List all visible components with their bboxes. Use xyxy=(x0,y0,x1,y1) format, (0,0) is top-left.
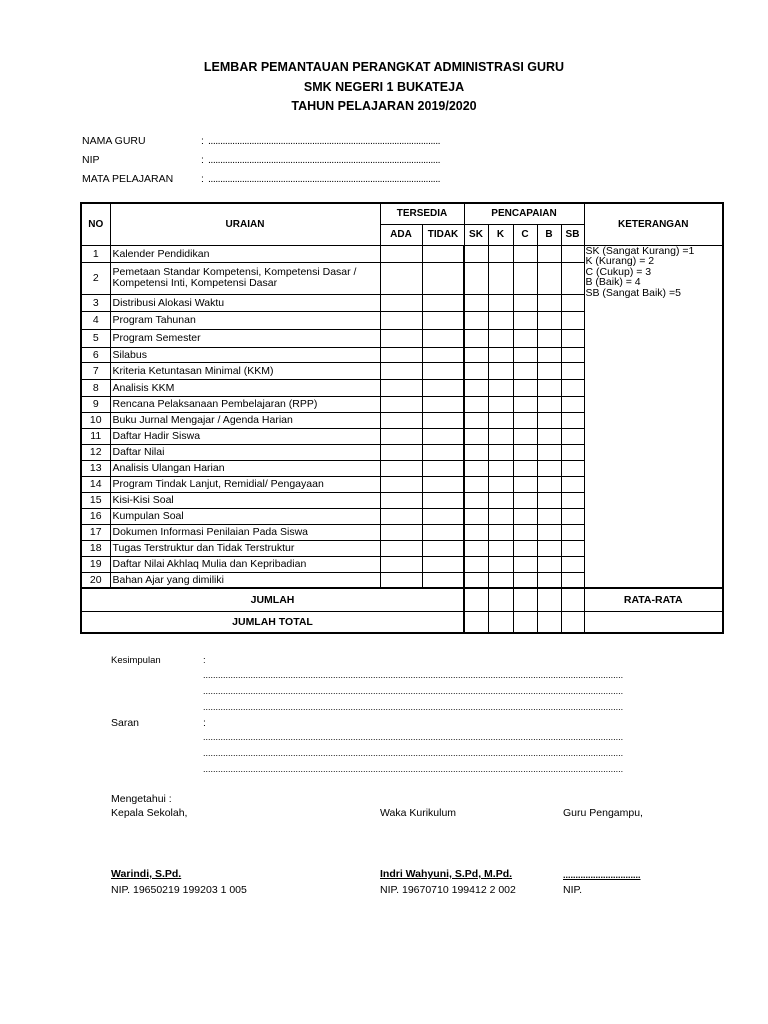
tidak-cell[interactable] xyxy=(422,572,464,588)
sb-cell[interactable] xyxy=(561,379,584,396)
tidak-cell[interactable] xyxy=(422,540,464,556)
header-keterangan: KETERANGAN xyxy=(584,203,723,245)
rata-rata-value-cell[interactable] xyxy=(584,611,723,633)
nip-field[interactable]: ................................................................................................ xyxy=(208,154,441,166)
row-number: 12 xyxy=(81,444,110,460)
ada-cell[interactable] xyxy=(380,476,422,492)
b-cell[interactable] xyxy=(537,524,561,540)
b-cell[interactable] xyxy=(537,262,561,294)
nip-label: NIP xyxy=(82,154,100,166)
k-cell[interactable] xyxy=(488,444,513,460)
saran-label: Saran xyxy=(111,717,140,729)
rata-rata-label: RATA-RATA xyxy=(584,588,723,611)
sb-cell[interactable] xyxy=(561,428,584,444)
sk-cell[interactable] xyxy=(464,294,488,311)
ada-cell[interactable] xyxy=(380,428,422,444)
saran-line-3[interactable]: ........................................................................................................................................................................ xyxy=(203,764,624,774)
b-cell[interactable] xyxy=(537,294,561,311)
row-uraian: Rencana Pelaksanaan Pembelajaran (RPP) xyxy=(110,396,380,412)
b-cell[interactable] xyxy=(537,572,561,588)
sk-cell[interactable] xyxy=(464,508,488,524)
school-name: SMK NEGERI 1 BUKATEJA xyxy=(303,80,465,94)
c-cell[interactable] xyxy=(513,540,537,556)
row-number: 13 xyxy=(81,460,110,476)
row-uraian: Program Semester xyxy=(110,329,380,347)
keterangan-line: SB (Sangat Baik) =5 xyxy=(585,286,681,299)
k-cell[interactable] xyxy=(488,524,513,540)
tidak-cell[interactable] xyxy=(422,492,464,508)
total-sk-cell[interactable] xyxy=(464,611,488,633)
c-cell[interactable] xyxy=(513,508,537,524)
ada-cell[interactable] xyxy=(380,460,422,476)
row-number: 9 xyxy=(81,396,110,412)
sb-cell[interactable] xyxy=(561,492,584,508)
guru-pengampu-name: ............................... xyxy=(563,870,641,880)
ada-cell[interactable] xyxy=(380,347,422,362)
ada-cell[interactable] xyxy=(380,508,422,524)
c-cell[interactable] xyxy=(513,294,537,311)
jumlah-row xyxy=(81,588,723,611)
row-number: 8 xyxy=(81,379,110,396)
k-cell[interactable] xyxy=(488,262,513,294)
sb-cell[interactable] xyxy=(561,540,584,556)
b-cell[interactable] xyxy=(537,460,561,476)
k-cell[interactable] xyxy=(488,347,513,362)
keterangan-line: B (Baik) = 4 xyxy=(585,276,641,288)
tidak-cell[interactable] xyxy=(422,311,464,329)
ada-cell[interactable] xyxy=(380,444,422,460)
sb-cell[interactable] xyxy=(561,294,584,311)
row-number: 15 xyxy=(81,492,110,508)
tidak-cell[interactable] xyxy=(422,556,464,572)
k-cell[interactable] xyxy=(488,379,513,396)
waka-kurikulum-name: Indri Wahyuni, S.Pd, M.Pd. xyxy=(380,868,513,880)
b-cell[interactable] xyxy=(537,444,561,460)
sk-cell[interactable] xyxy=(464,412,488,428)
saran-line-1[interactable]: ........................................................................................................................................................................ xyxy=(203,732,624,742)
ada-cell[interactable] xyxy=(380,492,422,508)
k-cell[interactable] xyxy=(488,460,513,476)
ada-cell[interactable] xyxy=(380,412,422,428)
sb-cell[interactable] xyxy=(561,556,584,572)
sb-cell[interactable] xyxy=(561,245,584,262)
row-number: 2 xyxy=(81,262,110,294)
sk-cell[interactable] xyxy=(464,311,488,329)
jumlah-k-cell[interactable] xyxy=(488,588,513,611)
ada-cell[interactable] xyxy=(380,540,422,556)
c-cell[interactable] xyxy=(513,262,537,294)
c-cell[interactable] xyxy=(513,396,537,412)
b-cell[interactable] xyxy=(537,428,561,444)
c-cell[interactable] xyxy=(513,572,537,588)
sb-cell[interactable] xyxy=(561,508,584,524)
k-cell[interactable] xyxy=(488,362,513,379)
c-cell[interactable] xyxy=(513,412,537,428)
table-row xyxy=(81,245,723,262)
sk-cell[interactable] xyxy=(464,262,488,294)
k-cell[interactable] xyxy=(488,540,513,556)
c-cell[interactable] xyxy=(513,311,537,329)
ada-cell[interactable] xyxy=(380,556,422,572)
kesimpulan-label: Kesimpulan xyxy=(111,655,161,666)
row-number: 4 xyxy=(81,311,110,329)
sk-cell[interactable] xyxy=(464,540,488,556)
ada-cell[interactable] xyxy=(380,379,422,396)
k-cell[interactable] xyxy=(488,428,513,444)
c-cell[interactable] xyxy=(513,492,537,508)
waka-kurikulum-label: Waka Kurikulum xyxy=(380,807,457,819)
saran-colon: : xyxy=(203,717,206,729)
row-uraian: Analisis KKM xyxy=(110,379,380,396)
row-uraian: Bahan Ajar yang dimiliki xyxy=(110,572,380,588)
kepala-sekolah-name: Warindi, S.Pd. xyxy=(111,868,182,880)
total-k-cell[interactable] xyxy=(488,611,513,633)
ada-cell[interactable] xyxy=(380,396,422,412)
mengetahui-label: Mengetahui : xyxy=(111,793,172,805)
ada-cell[interactable] xyxy=(380,572,422,588)
row-uraian: Kriteria Ketuntasan Minimal (KKM) xyxy=(110,362,380,379)
sk-cell[interactable] xyxy=(464,444,488,460)
row-uraian: Distribusi Alokasi Waktu xyxy=(110,294,380,311)
tidak-cell[interactable] xyxy=(422,347,464,362)
nip-colon: : xyxy=(201,154,204,166)
row-number: 18 xyxy=(81,540,110,556)
b-cell[interactable] xyxy=(537,362,561,379)
row-uraian: Kalender Pendidikan xyxy=(110,245,380,262)
tidak-cell[interactable] xyxy=(422,245,464,262)
k-cell[interactable] xyxy=(488,476,513,492)
k-cell[interactable] xyxy=(488,508,513,524)
header-no: NO xyxy=(81,203,110,245)
row-uraian: Tugas Terstruktur dan Tidak Terstruktur xyxy=(110,540,380,556)
tidak-cell[interactable] xyxy=(422,379,464,396)
tidak-cell[interactable] xyxy=(422,329,464,347)
header-pencapaian: PENCAPAIAN xyxy=(464,203,584,224)
row-number: 3 xyxy=(81,294,110,311)
sb-cell[interactable] xyxy=(561,362,584,379)
kepala-sekolah-nip: NIP. 19650219 199203 1 005 xyxy=(111,884,247,896)
row-uraian: Analisis Ulangan Harian xyxy=(110,460,380,476)
b-cell[interactable] xyxy=(537,540,561,556)
k-cell[interactable] xyxy=(488,311,513,329)
tidak-cell[interactable] xyxy=(422,428,464,444)
row-number: 5 xyxy=(81,329,110,347)
header-tersedia: TERSEDIA xyxy=(380,203,464,224)
row-uraian: Buku Jurnal Mengajar / Agenda Harian xyxy=(110,412,380,428)
row-number: 6 xyxy=(81,347,110,362)
row-uraian: Program Tahunan xyxy=(110,311,380,329)
k-cell[interactable] xyxy=(488,329,513,347)
sb-cell[interactable] xyxy=(561,460,584,476)
mapel-colon: : xyxy=(201,173,204,185)
kesimpulan-colon: : xyxy=(203,655,206,666)
c-cell[interactable] xyxy=(513,476,537,492)
c-cell[interactable] xyxy=(513,347,537,362)
ada-cell[interactable] xyxy=(380,245,422,262)
sk-cell[interactable] xyxy=(464,476,488,492)
subheader-tidak: TIDAK xyxy=(422,224,464,245)
tidak-cell[interactable] xyxy=(422,412,464,428)
c-cell[interactable] xyxy=(513,362,537,379)
subheader-k: K xyxy=(488,224,513,245)
row-number: 11 xyxy=(81,428,110,444)
row-number: 17 xyxy=(81,524,110,540)
b-cell[interactable] xyxy=(537,245,561,262)
tidak-cell[interactable] xyxy=(422,460,464,476)
row-number: 1 xyxy=(81,245,110,262)
kesimpulan-line-2[interactable]: ........................................................................................................................................................................ xyxy=(203,686,624,696)
tidak-cell[interactable] xyxy=(422,444,464,460)
c-cell[interactable] xyxy=(513,460,537,476)
ada-cell[interactable] xyxy=(380,262,422,294)
c-cell[interactable] xyxy=(513,556,537,572)
sk-cell[interactable] xyxy=(464,572,488,588)
b-cell[interactable] xyxy=(537,412,561,428)
k-cell[interactable] xyxy=(488,245,513,262)
jumlah-c-cell[interactable] xyxy=(513,588,537,611)
row-uraian: Daftar Nilai Akhlaq Mulia dan Kepribadian xyxy=(110,556,380,572)
tidak-cell[interactable] xyxy=(422,362,464,379)
b-cell[interactable] xyxy=(537,329,561,347)
keterangan-line: C (Cukup) = 3 xyxy=(585,265,652,278)
jumlah-sb-cell[interactable] xyxy=(561,588,584,611)
c-cell[interactable] xyxy=(513,379,537,396)
b-cell[interactable] xyxy=(537,492,561,508)
total-c-cell[interactable] xyxy=(513,611,537,633)
c-cell[interactable] xyxy=(513,245,537,262)
sk-cell[interactable] xyxy=(464,347,488,362)
sk-cell[interactable] xyxy=(464,492,488,508)
row-number: 16 xyxy=(81,508,110,524)
row-number: 20 xyxy=(81,572,110,588)
c-cell[interactable] xyxy=(513,428,537,444)
sk-cell[interactable] xyxy=(464,362,488,379)
row-number: 10 xyxy=(81,412,110,428)
ada-cell[interactable] xyxy=(380,294,422,311)
jumlah-b-cell[interactable] xyxy=(537,588,561,611)
c-cell[interactable] xyxy=(513,444,537,460)
k-cell[interactable] xyxy=(488,572,513,588)
jumlah-sk-cell[interactable] xyxy=(464,588,488,611)
sk-cell[interactable] xyxy=(464,428,488,444)
total-sb-cell[interactable] xyxy=(561,611,584,633)
subheader-ada: ADA xyxy=(380,224,422,245)
ada-cell[interactable] xyxy=(380,329,422,347)
tidak-cell[interactable] xyxy=(422,294,464,311)
kesimpulan-line-1[interactable]: ........................................................................................................................................................................ xyxy=(203,670,624,680)
row-number: 7 xyxy=(81,362,110,379)
ada-cell[interactable] xyxy=(380,362,422,379)
sk-cell[interactable] xyxy=(464,396,488,412)
row-uraian: Daftar Nilai xyxy=(110,444,380,460)
row-number: 19 xyxy=(81,556,110,572)
academic-year: TAHUN PELAJARAN 2019/2020 xyxy=(291,99,477,113)
row-uraian: Program Tindak Lanjut, Remidial/ Pengayaan xyxy=(110,476,380,492)
k-cell[interactable] xyxy=(488,492,513,508)
subheader-sb: SB xyxy=(561,224,584,245)
sb-cell[interactable] xyxy=(561,476,584,492)
doc-title: LEMBAR PEMANTAUAN PERANGKAT ADMINISTRASI GURU xyxy=(203,60,565,74)
sb-cell[interactable] xyxy=(561,262,584,294)
jumlah-total-row xyxy=(81,611,723,633)
sk-cell[interactable] xyxy=(464,245,488,262)
b-cell[interactable] xyxy=(537,347,561,362)
row-uraian: Daftar Hadir Siswa xyxy=(110,428,380,444)
sb-cell[interactable] xyxy=(561,444,584,460)
jumlah-label: JUMLAH xyxy=(81,588,464,611)
tidak-cell[interactable] xyxy=(422,508,464,524)
sb-cell[interactable] xyxy=(561,347,584,362)
b-cell[interactable] xyxy=(537,476,561,492)
sk-cell[interactable] xyxy=(464,460,488,476)
nama-guru-colon: : xyxy=(201,135,204,147)
b-cell[interactable] xyxy=(537,556,561,572)
row-uraian: Dokumen Informasi Penilaian Pada Siswa xyxy=(110,524,380,540)
sk-cell[interactable] xyxy=(464,556,488,572)
keterangan-cell xyxy=(584,245,723,588)
row-number: 14 xyxy=(81,476,110,492)
ada-cell[interactable] xyxy=(380,311,422,329)
total-b-cell[interactable] xyxy=(537,611,561,633)
sk-cell[interactable] xyxy=(464,329,488,347)
nama-guru-field[interactable]: ................................................................................................ xyxy=(208,135,441,147)
mapel-label: MATA PELAJARAN xyxy=(82,173,174,185)
row-uraian: Kisi-Kisi Soal xyxy=(110,492,380,508)
k-cell[interactable] xyxy=(488,396,513,412)
b-cell[interactable] xyxy=(537,396,561,412)
keterangan-line: K (Kurang) = 2 xyxy=(585,255,655,267)
b-cell[interactable] xyxy=(537,311,561,329)
sk-cell[interactable] xyxy=(464,379,488,396)
sb-cell[interactable] xyxy=(561,329,584,347)
k-cell[interactable] xyxy=(488,294,513,311)
saran-line-2[interactable]: ........................................................................................................................................................................ xyxy=(203,748,624,758)
kepala-sekolah-label: Kepala Sekolah, xyxy=(111,807,188,819)
sb-cell[interactable] xyxy=(561,311,584,329)
c-cell[interactable] xyxy=(513,329,537,347)
sb-cell[interactable] xyxy=(561,572,584,588)
row-uraian: Kumpulan Soal xyxy=(110,508,380,524)
sb-cell[interactable] xyxy=(561,524,584,540)
subheader-b: B xyxy=(537,224,561,245)
b-cell[interactable] xyxy=(537,508,561,524)
waka-kurikulum-nip: NIP. 19670710 199412 2 002 xyxy=(380,884,516,896)
mapel-field[interactable]: ................................................................................................ xyxy=(208,173,441,185)
nama-guru-label: NAMA GURU xyxy=(82,135,146,147)
kesimpulan-line-3[interactable]: ........................................................................................................................................................................ xyxy=(203,702,624,712)
guru-pengampu-label: Guru Pengampu, xyxy=(563,807,643,819)
jumlah-total-label: JUMLAH TOTAL xyxy=(81,611,464,633)
subheader-c: C xyxy=(513,224,537,245)
sb-cell[interactable] xyxy=(561,396,584,412)
tidak-cell[interactable] xyxy=(422,524,464,540)
k-cell[interactable] xyxy=(488,556,513,572)
b-cell[interactable] xyxy=(537,379,561,396)
monitoring-table xyxy=(80,202,724,634)
row-uraian: Pemetaan Standar Kompetensi, Kompetensi Dasar / Kompetensi Inti, Kompetensi Dasar xyxy=(110,262,380,294)
header-uraian: URAIAN xyxy=(110,203,380,245)
sk-cell[interactable] xyxy=(464,524,488,540)
tidak-cell[interactable] xyxy=(422,396,464,412)
c-cell[interactable] xyxy=(513,524,537,540)
guru-pengampu-nip: NIP. xyxy=(563,884,583,896)
keterangan-line: SK (Sangat Kurang) =1 xyxy=(585,245,695,257)
ada-cell[interactable] xyxy=(380,524,422,540)
subheader-sk: SK xyxy=(464,224,488,245)
sb-cell[interactable] xyxy=(561,412,584,428)
row-uraian: Silabus xyxy=(110,347,380,362)
k-cell[interactable] xyxy=(488,412,513,428)
tidak-cell[interactable] xyxy=(422,262,464,294)
tidak-cell[interactable] xyxy=(422,476,464,492)
